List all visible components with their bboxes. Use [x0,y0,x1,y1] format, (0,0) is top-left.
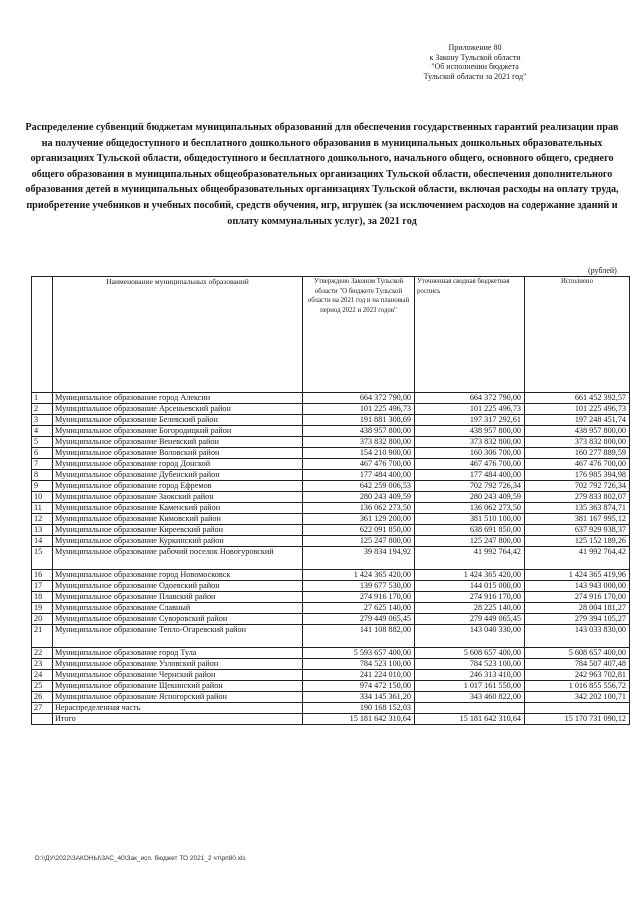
executed-amount: 784 507 407,48 [525,659,630,670]
approved-amount: 642 259 006,53 [303,481,415,492]
executed-amount: 5 608 657 400,00 [525,648,630,659]
executed-amount: 28 004 181,27 [525,603,630,614]
unit-label: (рублей) [588,266,617,275]
municipality-name: Муниципальное образование Тепло-Огаревский район [53,625,303,648]
approved-amount: 664 372 790,00 [303,393,415,404]
table-row [32,492,630,503]
municipality-name: Муниципальное образование Суворовский район [53,614,303,625]
executed-amount: 274 916 170,00 [525,592,630,603]
row-number: 9 [32,481,53,492]
table-row [32,547,630,570]
row-number [32,714,53,725]
revised-amount: 143 040 330,00 [415,625,525,648]
approved-amount: 5 593 657 400,00 [303,648,415,659]
revised-amount [415,703,525,714]
revised-amount: 28 225 140,00 [415,603,525,614]
municipality-name: Муниципальное образование город Новомосковск [53,570,303,581]
executed-amount: 702 792 726,34 [525,481,630,492]
executed-amount: 143 943 000,00 [525,581,630,592]
approved-amount: 334 145 361,20 [303,692,415,703]
table-row [32,592,630,603]
approved-amount: 974 472 150,00 [303,681,415,692]
revised-amount: 438 957 800,00 [415,426,525,437]
table-row [32,536,630,547]
municipality-name: Муниципальное образование Киреевский район [53,525,303,536]
revised-amount: 197 317 292,61 [415,415,525,426]
row-number: 27 [32,703,53,714]
executed-amount: 1 016 855 556,72 [525,681,630,692]
revised-amount: 343 460 822,00 [415,692,525,703]
row-number: 15 [32,547,53,570]
municipality-name: Муниципальное образование рабочий поселок Новогуровский [53,547,303,570]
approved-amount: 241 224 010,00 [303,670,415,681]
approved-amount: 191 881 308,69 [303,415,415,426]
row-number: 3 [32,415,53,426]
header-executed: Исполнено [525,277,630,393]
approved-amount: 125 247 800,00 [303,536,415,547]
header-number-cell [32,277,53,393]
municipality-name: Муниципальное образование Одоевский район [53,581,303,592]
approved-amount: 467 476 700,00 [303,459,415,470]
municipality-name: Муниципальное образование Воловский район [53,448,303,459]
table-row [32,503,630,514]
row-number: 16 [32,570,53,581]
table-row [32,514,630,525]
row-number: 11 [32,503,53,514]
revised-amount: 177 484 400,00 [415,470,525,481]
approved-amount: 27 625 140,00 [303,603,415,614]
executed-amount: 176 985 394,98 [525,470,630,481]
municipality-name: Муниципальное образование город Донской [53,459,303,470]
executed-amount: 197 248 451,74 [525,415,630,426]
row-number: 6 [32,448,53,459]
executed-amount: 342 202 100,71 [525,692,630,703]
municipality-name: Муниципальное образование Славный [53,603,303,614]
approved-amount: 39 834 194,92 [303,547,415,570]
approved-amount: 136 062 273,50 [303,503,415,514]
municipality-name: Муниципальное образование Каменский район [53,503,303,514]
executed-amount: 41 992 764,42 [525,547,630,570]
table-row [32,670,630,681]
table-row [32,470,630,481]
appendix-line-3: "Об исполнении бюджета [431,62,519,71]
executed-amount [525,703,630,714]
approved-amount: 784 523 100,00 [303,659,415,670]
municipality-name: Муниципальное образование Куркинский район [53,536,303,547]
approved-amount: 141 108 882,00 [303,625,415,648]
approved-amount: 15 181 642 310,64 [303,714,415,725]
row-number: 17 [32,581,53,592]
table-row [32,404,630,415]
revised-amount: 1 017 161 550,00 [415,681,525,692]
row-number: 24 [32,670,53,681]
executed-amount: 373 832 800,00 [525,437,630,448]
municipality-name: Нераспределенная часть [53,703,303,714]
revised-amount: 373 832 800,00 [415,437,525,448]
revised-amount: 125 247 800,00 [415,536,525,547]
executed-amount: 467 476 700,00 [525,459,630,470]
revised-amount: 702 792 726,34 [415,481,525,492]
approved-amount: 154 210 900,00 [303,448,415,459]
row-number: 22 [32,648,53,659]
table-row [32,426,630,437]
table-row [32,459,630,470]
appendix-line-1: Приложение 80 [448,43,502,52]
row-number: 25 [32,681,53,692]
table-row [32,581,630,592]
table-row [32,692,630,703]
row-number: 26 [32,692,53,703]
row-number: 13 [32,525,53,536]
table-row [32,603,630,614]
row-number: 4 [32,426,53,437]
executed-amount: 135 363 874,71 [525,503,630,514]
revised-amount: 280 243 409,59 [415,492,525,503]
document-title: Распределение субвенций бюджетам муниципальных образований для обеспечения государственных гарантий реализации прав на получение общедоступного и бесплатного дошкольного образования в муниципальных дошкольных образовательных организациях Тульской области, общедоступного и бесплатного дошкольного, начального общего, основного общего, среднего общего образования в муниципальных общеобразовательных организациях Тульской области, обеспечения дополнительного образования детей в муниципальных общеобразовательных организациях Тульской области, включая расходы на оплату труда, приобретение учебников и учебных пособий, средств обучения, игр, игрушек (за исключением расходов на содержание зданий и оплату коммунальных услуг), за 2021 год [25,122,619,227]
row-number: 1 [32,393,53,404]
revised-amount: 1 424 365 420,00 [415,570,525,581]
table-row [32,448,630,459]
distribution-table [31,276,630,725]
municipality-name: Муниципальное образование Дубенский район [53,470,303,481]
approved-amount: 1 424 365 420,00 [303,570,415,581]
row-number: 8 [32,470,53,481]
municipality-name: Итого [53,714,303,725]
row-number: 14 [32,536,53,547]
approved-amount: 139 677 530,00 [303,581,415,592]
municipality-name: Муниципальное образование Заокский район [53,492,303,503]
appendix-note [380,43,570,81]
municipality-name: Муниципальное образование Ясногорский район [53,692,303,703]
municipality-name: Муниципальное образование Плавский район [53,592,303,603]
approved-amount: 361 129 200,00 [303,514,415,525]
revised-amount: 144 015 000,00 [415,581,525,592]
table-row [32,481,630,492]
municipality-name: Муниципальное образование город Тула [53,648,303,659]
appendix-line-4: Тульской области за 2021 год" [423,71,527,81]
table-row [32,393,630,404]
revised-amount: 274 916 170,00 [415,592,525,603]
header-name: Наименование муниципальных образований [53,277,303,393]
approved-amount: 101 225 496,73 [303,404,415,415]
revised-amount: 664 372 790,00 [415,393,525,404]
table-row [32,625,630,648]
header-approved: Утверждено Законом Тульской области "О бюджете Тульской области на 2021 год и на плановый период 2022 и 2023 годов" [303,277,415,393]
municipality-name: Муниципальное образование Чернский район [53,670,303,681]
executed-amount: 1 424 365 419,96 [525,570,630,581]
row-number: 5 [32,437,53,448]
file-path-footer: D:\!ДУ\2022\ЗАКОНЫ\ЗАС_40\Зак_исп. бюджет ТО 2021_2 чт\рп80.xls [35,855,246,862]
revised-amount: 467 476 700,00 [415,459,525,470]
municipality-name: Муниципальное образование город Алексин [53,393,303,404]
table-row [32,415,630,426]
table-row [32,525,630,536]
approved-amount: 190 168 152,03 [303,703,415,714]
row-number: 10 [32,492,53,503]
table-row [32,703,630,714]
revised-amount: 5 608 657 400,00 [415,648,525,659]
row-number: 23 [32,659,53,670]
revised-amount: 381 510 100,00 [415,514,525,525]
executed-amount: 438 957 800,00 [525,426,630,437]
municipality-name: Муниципальное образование Богородицкий район [53,426,303,437]
municipality-name: Муниципальное образование Белевский район [53,415,303,426]
municipality-name: Муниципальное образование Веневский район [53,437,303,448]
approved-amount: 177 484 400,00 [303,470,415,481]
revised-amount: 160 306 700,00 [415,448,525,459]
approved-amount: 280 243 409,59 [303,492,415,503]
executed-amount: 242 963 702,81 [525,670,630,681]
executed-amount: 125 152 189,26 [525,536,630,547]
revised-amount: 784 523 100,00 [415,659,525,670]
executed-amount: 381 167 995,12 [525,514,630,525]
executed-amount: 661 452 392,57 [525,393,630,404]
approved-amount: 274 916 170,00 [303,592,415,603]
revised-amount: 15 181 642 310,64 [415,714,525,725]
municipality-name: Муниципальное образование Щекинский район [53,681,303,692]
row-number: 7 [32,459,53,470]
executed-amount: 15 170 731 090,12 [525,714,630,725]
revised-amount: 136 062 273,50 [415,503,525,514]
table-row [32,681,630,692]
revised-amount: 246 313 410,00 [415,670,525,681]
table-row [32,437,630,448]
table-row [32,614,630,625]
total-row [32,714,630,725]
executed-amount: 279 833 802,07 [525,492,630,503]
row-number: 18 [32,592,53,603]
row-number: 19 [32,603,53,614]
table-row [32,648,630,659]
table-row [32,570,630,581]
executed-amount: 143 033 830,00 [525,625,630,648]
approved-amount: 279 449 065,45 [303,614,415,625]
revised-amount: 101 225 496,73 [415,404,525,415]
approved-amount: 622 091 850,00 [303,525,415,536]
table-header-row [32,277,630,393]
municipality-name: Муниципальное образование Узловский район [53,659,303,670]
row-number: 12 [32,514,53,525]
row-number: 21 [32,625,53,648]
revised-amount: 279 449 065,45 [415,614,525,625]
municipality-name: Муниципальное образование Кимовский район [53,514,303,525]
table-row [32,659,630,670]
executed-amount: 279 394 105,27 [525,614,630,625]
municipality-name: Муниципальное образование город Ефремов [53,481,303,492]
executed-amount: 160 277 889,59 [525,448,630,459]
municipality-name: Муниципальное образование Арсеньевский район [53,404,303,415]
row-number: 20 [32,614,53,625]
executed-amount: 101 225 496,73 [525,404,630,415]
revised-amount: 41 992 764,42 [415,547,525,570]
row-number: 2 [32,404,53,415]
executed-amount: 637 929 938,37 [525,525,630,536]
revised-amount: 638 691 850,00 [415,525,525,536]
header-revised: Уточненная сводная бюджетная роспись [415,277,525,393]
approved-amount: 373 832 800,00 [303,437,415,448]
appendix-line-2: к Закону Тульской области [429,52,521,62]
approved-amount: 438 957 800,00 [303,426,415,437]
